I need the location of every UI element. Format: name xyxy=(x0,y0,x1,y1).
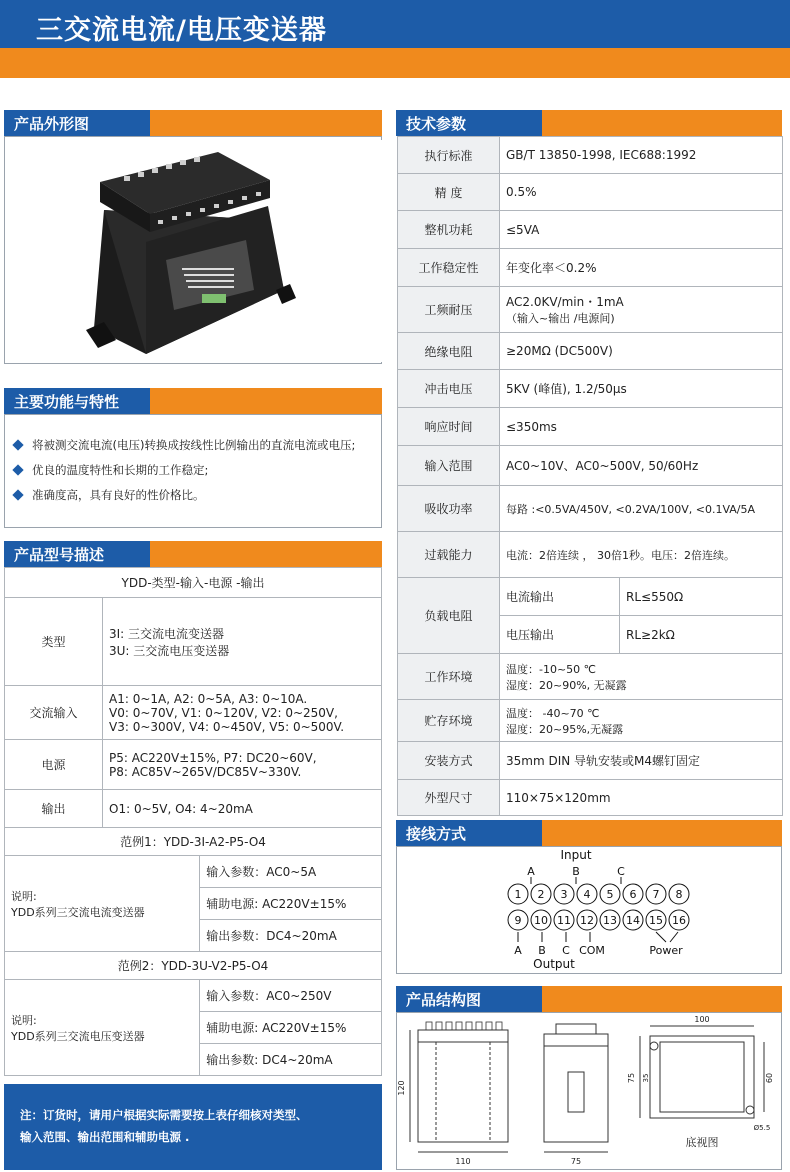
spec-value: 温度：-10~50 ℃ 湿度：20~90%, 无凝露 xyxy=(500,654,783,700)
diamond-bullet-icon xyxy=(12,489,23,500)
wiring-label-a-bottom: A xyxy=(514,944,522,957)
bottom-view-caption: 底视图 xyxy=(685,1136,719,1149)
model-table xyxy=(4,567,382,1076)
section-features-title: 主要功能与特性 xyxy=(4,388,150,414)
wiring-label-b-bottom: B xyxy=(538,944,546,957)
feature-list xyxy=(12,437,380,512)
spec-key-load: 负载电阻 xyxy=(398,578,500,654)
example2-row: 辅助电源: AC220V±15% xyxy=(200,1012,382,1044)
section-tech-title: 技术参数 xyxy=(396,110,542,136)
product-photo xyxy=(6,140,382,362)
wiring-label-a-top: A xyxy=(527,865,535,878)
spec-value: 110×75×120mm xyxy=(500,780,783,816)
terminal-number: 12 xyxy=(580,914,594,927)
wiring-output-label: Output xyxy=(533,957,575,971)
spec-table xyxy=(397,136,783,816)
spec-value: 0.5% xyxy=(500,174,783,211)
terminal-number: 1 xyxy=(514,888,522,901)
terminal-number: 7 xyxy=(652,888,660,901)
example1-title: 范例1：YDD-3I-A2-P5-O4 xyxy=(5,828,382,856)
section-appearance-header xyxy=(4,110,382,136)
diamond-bullet-icon xyxy=(12,464,23,475)
dimension-bottom-width: 100 xyxy=(694,1015,710,1024)
spec-value: 温度： -40~70 ℃ 湿度：20~95%,无凝露 xyxy=(500,700,783,742)
wiring-label-power: Power xyxy=(649,944,683,957)
spec-value: 35mm DIN 导轨安装或M4螺钉固定 xyxy=(500,742,783,780)
terminal-number: 11 xyxy=(557,914,571,927)
terminal-number: 14 xyxy=(626,914,640,927)
spec-value: 电流：2倍连续 ， 30倍1秒。电压：2倍连续。 xyxy=(500,532,783,578)
load-current-value: RL≤550Ω xyxy=(620,578,783,616)
terminal-number: 6 xyxy=(629,888,637,901)
title-accent-bar xyxy=(0,48,790,78)
terminal-row-top xyxy=(508,884,689,904)
section-structure-title: 产品结构图 xyxy=(396,986,542,1012)
spec-key: 安装方式 xyxy=(398,742,500,780)
page-title: 三交流电流/电压变送器 xyxy=(36,15,327,46)
example1-row: 输入参数：AC0~5A xyxy=(200,856,382,888)
section-features-header xyxy=(4,388,382,414)
dimension-mount: 60 xyxy=(765,1072,774,1084)
terminal-number: 15 xyxy=(649,914,663,927)
spec-key: 工作稳定性 xyxy=(398,249,500,287)
model-power-label: 电源 xyxy=(5,740,103,790)
terminal-number: 3 xyxy=(560,888,568,901)
example2-title: 范例2：YDD-3U-V2-P5-O4 xyxy=(5,952,382,980)
example1-row: 输出参数：DC4~20mA xyxy=(200,920,382,952)
structure-drawing xyxy=(396,1012,782,1170)
wiring-label-com: COM xyxy=(579,944,605,957)
spec-key: 冲击电压 xyxy=(398,370,500,408)
section-appearance-title: 产品外形图 xyxy=(4,110,150,136)
wiring-diagram xyxy=(396,846,782,974)
wiring-label-c-bottom: C xyxy=(562,944,570,957)
section-model-header xyxy=(4,541,382,567)
terminal-row-bottom xyxy=(508,910,689,930)
spec-key: 贮存环境 xyxy=(398,700,500,742)
example2-row: 输入参数：AC0~250V xyxy=(200,980,382,1012)
terminal-number: 5 xyxy=(606,888,614,901)
spec-key: 整机功耗 xyxy=(398,211,500,249)
model-input-values: A1: 0~1A, A2: 0~5A, A3: 0~10A. V0: 0~70V, V1: 0~120V, V2: 0~250V, V3: 0~300V, V4: 0~450V, V5: 0~500V. xyxy=(103,686,382,740)
spec-value: ≤350ms xyxy=(500,408,783,446)
spec-key: 过载能力 xyxy=(398,532,500,578)
load-voltage-value: RL≥2kΩ xyxy=(620,616,783,654)
diamond-bullet-icon xyxy=(12,439,23,450)
terminal-number: 9 xyxy=(514,914,522,927)
dimension-hole: Ø5.5 xyxy=(753,1124,771,1132)
spec-key: 输入范围 xyxy=(398,446,500,486)
order-note: 注：订货时，请用户根据实际需要按上表仔细核对类型、 输入范围、输出范围和辅助电源 . xyxy=(4,1084,382,1170)
spec-key: 外型尺寸 xyxy=(398,780,500,816)
load-voltage-label: 电压输出 xyxy=(500,616,620,654)
terminal-number: 4 xyxy=(583,888,591,901)
model-input-label: 交流输入 xyxy=(5,686,103,740)
spec-key: 工频耐压 xyxy=(398,287,500,333)
dimension-height: 120 xyxy=(397,1080,406,1096)
section-wiring-header xyxy=(396,820,782,846)
spec-key: 工作环境 xyxy=(398,654,500,700)
model-power-values: P5: AC220V±15%, P7: DC20~60V, P8: AC85V~265V/DC85V~330V. xyxy=(103,740,382,790)
dimension-depth: 75 xyxy=(570,1157,582,1166)
load-current-label: 电流输出 xyxy=(500,578,620,616)
spec-value: ≤5VA xyxy=(500,211,783,249)
feature-item: 将被测交流电流(电压)转换成按线性比例输出的直流电流或电压; xyxy=(12,437,380,462)
terminal-number: 10 xyxy=(534,914,548,927)
example1-row: 辅助电源: AC220V±15% xyxy=(200,888,382,920)
spec-key: 执行标准 xyxy=(398,137,500,174)
spec-value: AC0~10V、AC0~500V, 50/60Hz xyxy=(500,446,783,486)
example2-description: 说明: YDD系列三交流电压变送器 xyxy=(5,980,200,1076)
wiring-input-label: Input xyxy=(560,848,592,862)
wiring-label-b-top: B xyxy=(572,865,580,878)
spec-value: 年变化率＜0.2% xyxy=(500,249,783,287)
spec-value: 5KV (峰值), 1.2/50μs xyxy=(500,370,783,408)
example1-description: 说明: YDD系列三交流电流变送器 xyxy=(5,856,200,952)
model-output-value: O1: 0~5V, O4: 4~20mA xyxy=(103,790,382,828)
feature-item: 优良的温度特性和长期的工作稳定; xyxy=(12,462,380,487)
spec-key: 吸收功率 xyxy=(398,486,500,532)
spec-value: GB/T 13850-1998, IEC688:1992 xyxy=(500,137,783,174)
feature-item: 准确度高，具有良好的性价格比。 xyxy=(12,487,380,512)
model-type-values: 3I: 三交流电流变送器 3U: 三交流电压变送器 xyxy=(103,598,382,686)
section-wiring-title: 接线方式 xyxy=(396,820,542,846)
dimension-bottom-depth: 75 xyxy=(627,1072,636,1084)
terminal-number: 13 xyxy=(603,914,617,927)
terminal-number: 2 xyxy=(537,888,545,901)
model-format: YDD-类型-输入-电源 -输出 xyxy=(5,568,382,598)
dimension-rail: 35 xyxy=(642,1073,650,1083)
example2-row: 输出参数: DC4~20mA xyxy=(200,1044,382,1076)
model-output-label: 输出 xyxy=(5,790,103,828)
spec-value: ≥20MΩ (DC500V) xyxy=(500,333,783,370)
spec-value: 每路 :<0.5VA/450V, <0.2VA/100V, <0.1VA/5A xyxy=(500,486,783,532)
spec-key: 绝缘电阻 xyxy=(398,333,500,370)
spec-value: AC2.0KV/min・1mA （输入~输出 /电源间) xyxy=(500,287,783,333)
section-tech-header xyxy=(396,110,782,136)
wiring-label-c-top: C xyxy=(617,865,625,878)
terminal-number: 16 xyxy=(672,914,686,927)
terminal-number: 8 xyxy=(675,888,683,901)
section-structure-header xyxy=(396,986,782,1012)
section-model-title: 产品型号描述 xyxy=(4,541,150,567)
spec-key: 响应时间 xyxy=(398,408,500,446)
spec-key: 精 度 xyxy=(398,174,500,211)
dimension-width: 110 xyxy=(455,1157,471,1166)
model-type-label: 类型 xyxy=(5,598,103,686)
